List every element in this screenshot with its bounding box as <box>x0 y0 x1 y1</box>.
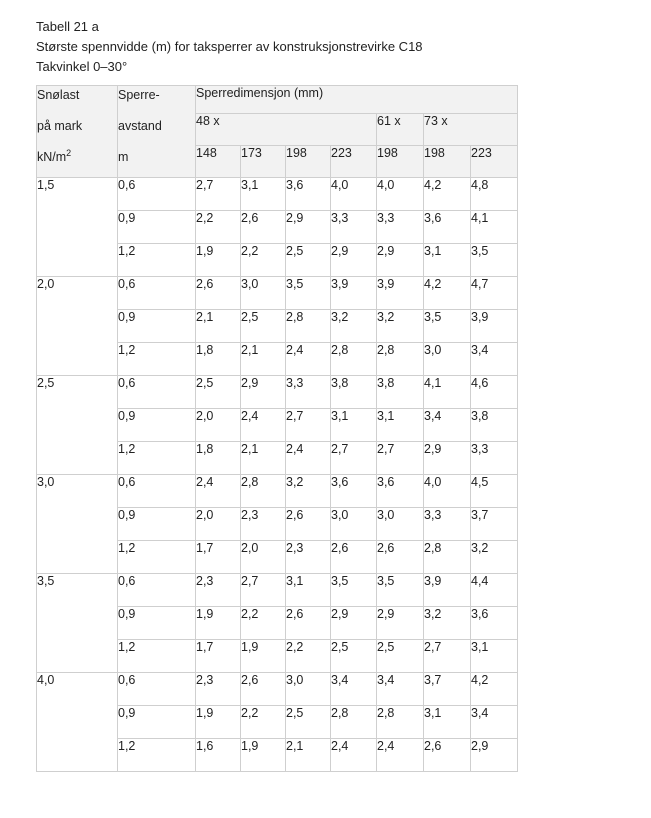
header-spacing: Sperre- avstand m <box>118 86 196 178</box>
table-row <box>37 376 518 409</box>
span-value: 1,7 <box>196 640 241 673</box>
snowload-cell: 4,0 <box>37 673 118 772</box>
span-value: 1,9 <box>241 640 286 673</box>
span-value: 2,7 <box>377 442 424 475</box>
span-value: 3,1 <box>241 178 286 211</box>
span-value: 2,5 <box>196 376 241 409</box>
span-value: 3,2 <box>286 475 331 508</box>
spacing-cell: 0,9 <box>118 607 196 640</box>
span-value: 3,8 <box>377 376 424 409</box>
span-value: 2,8 <box>331 343 377 376</box>
snowload-cell: 1,5 <box>37 178 118 277</box>
span-value: 3,4 <box>377 673 424 706</box>
span-value: 4,7 <box>471 277 518 310</box>
span-value: 3,7 <box>471 508 518 541</box>
span-value: 3,2 <box>424 607 471 640</box>
span-value: 2,9 <box>331 244 377 277</box>
table-caption <box>36 18 651 76</box>
spacing-cell: 0,6 <box>118 475 196 508</box>
span-value: 2,4 <box>286 343 331 376</box>
span-value: 2,6 <box>241 673 286 706</box>
span-value: 2,8 <box>377 343 424 376</box>
span-value: 2,2 <box>241 607 286 640</box>
span-value: 3,1 <box>471 640 518 673</box>
header-depth-6: 198 <box>424 146 471 178</box>
span-value: 2,7 <box>196 178 241 211</box>
span-value: 2,9 <box>424 442 471 475</box>
span-value: 3,6 <box>286 178 331 211</box>
span-value: 3,0 <box>241 277 286 310</box>
span-value: 2,7 <box>331 442 377 475</box>
span-value: 2,1 <box>241 343 286 376</box>
span-value: 2,5 <box>377 640 424 673</box>
table-row <box>37 178 518 211</box>
spacing-cell: 1,2 <box>118 244 196 277</box>
spacing-cell: 0,9 <box>118 310 196 343</box>
span-value: 4,5 <box>471 475 518 508</box>
caption-line-2: Største spennvidde (m) for taksperrer av konstruksjonstrevirke C18 <box>36 39 423 54</box>
span-value: 2,0 <box>196 508 241 541</box>
span-value: 3,7 <box>424 673 471 706</box>
span-value: 2,6 <box>196 277 241 310</box>
table-header-row-1 <box>37 86 518 114</box>
span-value: 1,6 <box>196 739 241 772</box>
span-value: 3,9 <box>424 574 471 607</box>
span-value: 2,6 <box>286 607 331 640</box>
header-depth-2: 173 <box>241 146 286 178</box>
span-value: 2,9 <box>377 244 424 277</box>
span-value: 3,5 <box>471 244 518 277</box>
spacing-cell: 0,6 <box>118 277 196 310</box>
span-value: 2,5 <box>241 310 286 343</box>
span-value: 4,0 <box>377 178 424 211</box>
span-value: 3,3 <box>424 508 471 541</box>
span-value: 2,4 <box>286 442 331 475</box>
span-value: 3,6 <box>331 475 377 508</box>
spacing-cell: 0,6 <box>118 574 196 607</box>
span-value: 3,5 <box>424 310 471 343</box>
span-value: 2,9 <box>331 607 377 640</box>
span-value: 2,5 <box>331 640 377 673</box>
span-value: 2,8 <box>241 475 286 508</box>
span-value: 1,7 <box>196 541 241 574</box>
span-value: 2,3 <box>196 673 241 706</box>
snowload-cell: 3,0 <box>37 475 118 574</box>
span-value: 2,2 <box>241 244 286 277</box>
span-value: 3,1 <box>377 409 424 442</box>
span-value: 4,2 <box>471 673 518 706</box>
span-value: 2,8 <box>424 541 471 574</box>
span-value: 4,2 <box>424 277 471 310</box>
spacing-cell: 1,2 <box>118 541 196 574</box>
span-value: 2,3 <box>241 508 286 541</box>
header-width-48: 48 x <box>196 114 377 146</box>
span-value: 4,0 <box>331 178 377 211</box>
span-value: 3,1 <box>424 706 471 739</box>
span-value: 4,4 <box>471 574 518 607</box>
span-value: 1,8 <box>196 343 241 376</box>
span-value: 3,4 <box>424 409 471 442</box>
spacing-cell: 0,9 <box>118 409 196 442</box>
spacing-cell: 0,9 <box>118 706 196 739</box>
span-value: 4,1 <box>471 211 518 244</box>
span-value: 2,7 <box>286 409 331 442</box>
span-value: 3,0 <box>377 508 424 541</box>
span-value: 3,5 <box>377 574 424 607</box>
table-row <box>37 277 518 310</box>
span-value: 2,9 <box>286 211 331 244</box>
span-value: 1,8 <box>196 442 241 475</box>
header-snowload: Snølast på mark $kN/m^2$ <box>37 86 118 178</box>
span-value: 2,7 <box>424 640 471 673</box>
header-width-73: 73 x <box>424 114 518 146</box>
span-value: 3,5 <box>286 277 331 310</box>
span-value: 3,1 <box>286 574 331 607</box>
header-width-61: 61 x <box>377 114 424 146</box>
span-value: 3,8 <box>471 409 518 442</box>
span-value: 3,9 <box>471 310 518 343</box>
spacing-cell: 1,2 <box>118 343 196 376</box>
span-value: 2,4 <box>196 475 241 508</box>
span-value: 2,3 <box>196 574 241 607</box>
span-value: 2,8 <box>377 706 424 739</box>
span-value: 4,1 <box>424 376 471 409</box>
span-value: 2,8 <box>286 310 331 343</box>
spacing-cell: 0,6 <box>118 178 196 211</box>
span-value: 2,7 <box>241 574 286 607</box>
snowload-cell: 3,5 <box>37 574 118 673</box>
span-value: 2,1 <box>286 739 331 772</box>
span-value: 2,5 <box>286 706 331 739</box>
span-value: 3,6 <box>424 211 471 244</box>
header-depth-7: 223 <box>471 146 518 178</box>
span-value: 1,9 <box>196 244 241 277</box>
span-value: 2,9 <box>241 376 286 409</box>
span-value: 2,9 <box>471 739 518 772</box>
span-value: 3,2 <box>471 541 518 574</box>
span-value: 3,3 <box>286 376 331 409</box>
spacing-cell: 0,6 <box>118 376 196 409</box>
span-value: 3,2 <box>377 310 424 343</box>
span-value: 2,6 <box>331 541 377 574</box>
span-value: 2,4 <box>241 409 286 442</box>
span-value: 2,1 <box>241 442 286 475</box>
span-value: 3,4 <box>331 673 377 706</box>
span-value: 3,9 <box>377 277 424 310</box>
table-row <box>37 673 518 706</box>
span-value: 3,3 <box>377 211 424 244</box>
span-value: 3,3 <box>471 442 518 475</box>
header-depth-5: 198 <box>377 146 424 178</box>
span-value: 2,6 <box>286 508 331 541</box>
span-value: 3,4 <box>471 343 518 376</box>
caption-line-3: Takvinkel 0–30° <box>36 59 128 74</box>
span-value: 4,8 <box>471 178 518 211</box>
span-value: 3,8 <box>331 376 377 409</box>
span-value: 2,0 <box>241 541 286 574</box>
header-depth-3: 198 <box>286 146 331 178</box>
span-table <box>36 85 518 772</box>
span-value: 3,4 <box>471 706 518 739</box>
span-value: 1,9 <box>196 607 241 640</box>
span-value: 2,8 <box>331 706 377 739</box>
span-value: 4,0 <box>424 475 471 508</box>
spacing-cell: 0,9 <box>118 508 196 541</box>
spacing-cell: 0,6 <box>118 673 196 706</box>
span-value: 4,2 <box>424 178 471 211</box>
header-depth-4: 223 <box>331 146 377 178</box>
span-value: 2,9 <box>377 607 424 640</box>
span-value: 3,0 <box>331 508 377 541</box>
span-value: 3,0 <box>424 343 471 376</box>
span-value: 3,6 <box>377 475 424 508</box>
caption-line-1: Tabell 21 a <box>36 19 99 34</box>
spacing-cell: 1,2 <box>118 442 196 475</box>
span-value: 2,6 <box>377 541 424 574</box>
span-value: 2,6 <box>241 211 286 244</box>
span-value: 2,0 <box>196 409 241 442</box>
spacing-cell: 1,2 <box>118 739 196 772</box>
span-value: 2,4 <box>377 739 424 772</box>
span-value: 3,1 <box>331 409 377 442</box>
span-value: 3,2 <box>331 310 377 343</box>
snowload-cell: 2,5 <box>37 376 118 475</box>
table-row <box>37 475 518 508</box>
span-value: 2,5 <box>286 244 331 277</box>
header-group-title: Sperredimensjon (mm) <box>196 86 518 114</box>
spacing-cell: 1,2 <box>118 640 196 673</box>
span-value: 2,2 <box>286 640 331 673</box>
header-depth-1: 148 <box>196 146 241 178</box>
span-value: 3,0 <box>286 673 331 706</box>
span-value: 2,1 <box>196 310 241 343</box>
span-value: 4,6 <box>471 376 518 409</box>
span-value: 2,4 <box>331 739 377 772</box>
span-value: 3,3 <box>331 211 377 244</box>
table-row <box>37 574 518 607</box>
span-value: 3,1 <box>424 244 471 277</box>
spacing-cell: 0,9 <box>118 211 196 244</box>
snowload-cell: 2,0 <box>37 277 118 376</box>
span-value: 3,5 <box>331 574 377 607</box>
span-value: 3,6 <box>471 607 518 640</box>
span-value: 1,9 <box>196 706 241 739</box>
span-value: 1,9 <box>241 739 286 772</box>
span-value: 2,3 <box>286 541 331 574</box>
span-value: 2,6 <box>424 739 471 772</box>
span-value: 3,9 <box>331 277 377 310</box>
span-value: 2,2 <box>196 211 241 244</box>
span-value: 2,2 <box>241 706 286 739</box>
